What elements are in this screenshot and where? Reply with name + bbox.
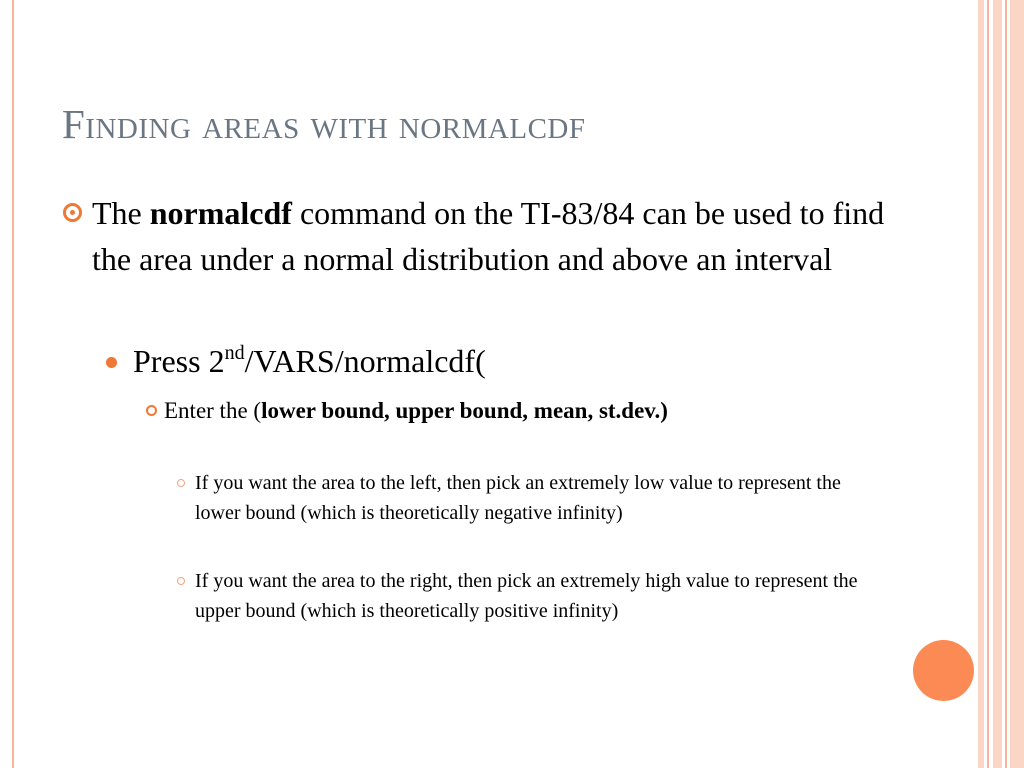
ring-bullet-center-icon [70,210,75,215]
right-frame-line-1 [987,0,989,768]
bullet1-prefix: The [92,195,150,231]
bullet3-prefix: Enter the ( [164,398,262,423]
bullet1-emphasis: normalcdf [149,195,292,231]
right-frame-line-2 [1005,0,1007,768]
right-stripe-1 [978,0,984,768]
left-frame-line [12,0,14,768]
bullet2-superscript: nd [224,342,245,364]
dot-bullet-icon [106,357,117,368]
bullet-level4-right-text: If you want the area to the right, then pick an extremely high value to represent the upper bound (which is theoretically positive infinity) [195,570,858,622]
bullet2-suffix: /VARS/normalcdf( [244,343,486,379]
right-stripe-2 [993,0,1002,768]
small-ring-bullet-icon [146,405,157,416]
bullet-level1-text [92,190,892,282]
decorative-orange-circle [913,640,974,701]
bullet3-emphasis: lower bound, upper bound, mean, st.dev.) [261,398,668,423]
bullet-level3-text [164,394,844,428]
tiny-ring-bullet-icon [177,577,185,585]
bullet-level4-left-text: If you want the area to the left, then pick an extremely low value to represent the lower bound (which is theoretically negative infinity) [195,472,841,524]
bullet2-prefix: Press 2 [133,343,225,379]
bullet-level2-text [133,338,893,384]
bullet1-suffix: command on the TI-83/84 can be used to find the area under a normal distribution and above an interval [92,195,885,277]
slide-title: Finding areas with normalcdf [62,101,586,147]
right-stripe-3 [1010,0,1024,768]
tiny-ring-bullet-icon [177,479,185,487]
